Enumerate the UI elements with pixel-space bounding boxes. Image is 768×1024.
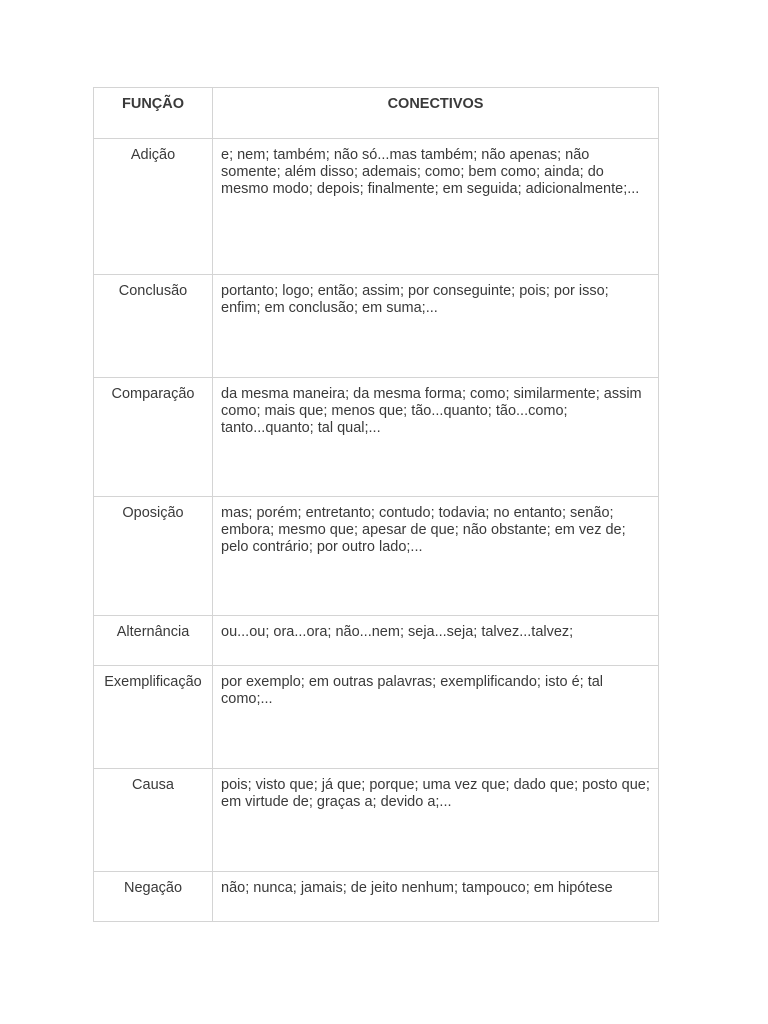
connectives-cell: mas; porém; entretanto; contudo; todavia; no entanto; senão; embora; mesmo que; apesar de que; não obstante; em vez de; pelo contrário; por outro lado;...	[213, 497, 659, 616]
connectives-cell: pois; visto que; já que; porque; uma vez que; dado que; posto que; em virtude de; graças a; devido a;...	[213, 769, 659, 872]
function-cell: Alternância	[94, 616, 213, 666]
connectives-cell: e; nem; também; não só...mas também; não apenas; não somente; além disso; ademais; como; bem como; ainda; do mesmo modo; depois; finalmente; em seguida; adicionalmente;...	[213, 139, 659, 275]
function-cell: Oposição	[94, 497, 213, 616]
table-row	[94, 378, 659, 497]
table-row	[94, 769, 659, 872]
function-cell: Exemplificação	[94, 666, 213, 769]
connectives-cell: ou...ou; ora...ora; não...nem; seja...seja; talvez...talvez;	[213, 616, 659, 666]
header-function: FUNÇÃO	[94, 88, 213, 139]
connectives-cell: da mesma maneira; da mesma forma; como; similarmente; assim como; mais que; menos que; tão...quanto; tão...como; tanto...quanto; tal qual;...	[213, 378, 659, 497]
connectives-table	[93, 87, 659, 922]
function-cell: Adição	[94, 139, 213, 275]
table-row	[94, 666, 659, 769]
table-header-row	[94, 88, 659, 139]
table-row	[94, 139, 659, 275]
table-row	[94, 275, 659, 378]
table-row	[94, 497, 659, 616]
table-row	[94, 616, 659, 666]
header-connectives: CONECTIVOS	[213, 88, 659, 139]
connectives-cell: por exemplo; em outras palavras; exemplificando; isto é; tal como;...	[213, 666, 659, 769]
connectives-cell: portanto; logo; então; assim; por conseguinte; pois; por isso; enfim; em conclusão; em suma;...	[213, 275, 659, 378]
function-cell: Comparação	[94, 378, 213, 497]
function-cell: Negação	[94, 872, 213, 922]
table-row	[94, 872, 659, 922]
connectives-cell: não; nunca; jamais; de jeito nenhum; tampouco; em hipótese	[213, 872, 659, 922]
function-cell: Conclusão	[94, 275, 213, 378]
function-cell: Causa	[94, 769, 213, 872]
